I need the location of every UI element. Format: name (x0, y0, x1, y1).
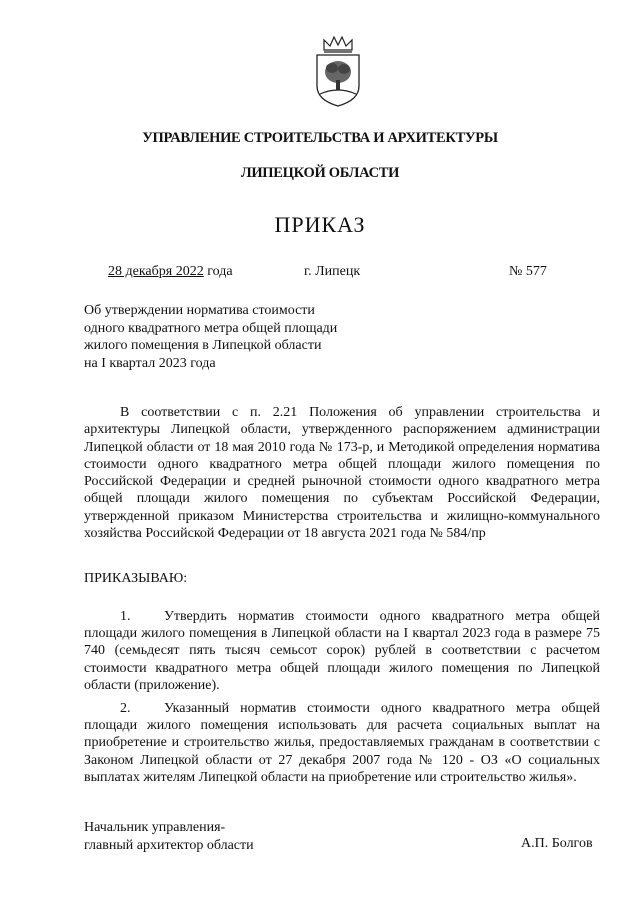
signatory-position-line: Начальник управления- (84, 820, 226, 835)
subject-line: на I квартал 2023 года (84, 355, 216, 371)
order-item (84, 700, 600, 786)
order-item-number: 1. (120, 609, 131, 624)
signatory-position (84, 819, 254, 854)
organization-name-line1: УПРАВЛЕНИЕ СТРОИТЕЛЬСТВА И АРХИТЕКТУРЫ (142, 130, 498, 146)
document-number: № 577 (509, 264, 547, 279)
order-item-text: Указанный норматив стоимости одного квадратного метра общей площади жилого помещения использовать для расчета социальных выплат на приобретение и строительство жилья, предоставляемых гражданам в соответствии с Законом Липецкой области от 27 декабря 2007 года № 120 - ОЗ «О социальных выплатах жителям Липецкой области на приобретение или строительство жилья». (84, 701, 600, 785)
document-date (84, 264, 233, 280)
order-word: ПРИКАЗЫВАЮ: (84, 571, 188, 586)
organization-name-line2: ЛИПЕЦКОЙ ОБЛАСТИ (240, 165, 400, 181)
document-type-title: ПРИКАЗ (274, 212, 366, 237)
signatory-position-line: главный архитектор области (84, 837, 254, 853)
preamble-paragraph: В соответствии с п. 2.21 Положения об управлении строительства и архитектуры Липецкой области, утвержденного распоряжением администрации Липецкой области от 18 мая 2010 года № 173-р, и Методикой определения норматива стоимости одного квадратного метра общей площади жилого помещения по Российской Федерации и средней рыночной стоимости одного квадратного метра общей площади жилого помещения по субъектам Российской Федерации, утвержденной приказом Министерства строительства и жилищно-коммунального хозяйства Российской Федерации от 18 августа 2021 года № 584/пр (84, 405, 600, 542)
document-date-value: 28 декабря 2022 (108, 264, 204, 279)
document-city: г. Липецк (304, 264, 361, 279)
subject-line: одного квадратного метра общей площади (84, 320, 338, 336)
document-date-suffix: года (207, 264, 233, 279)
order-item-text: Утвердить норматив стоимости одного квадратного метра общей площади жилого помещения в Липецкой области на I квартал 2023 года в размере 75 740 (семьдесят пять тысяч семьсот сорок) рублей в соответствии с расчетом стоимости квадратного метра общей площади жилого помещения по Липецкой области (приложение). (84, 609, 600, 693)
order-item-number: 2. (120, 701, 131, 716)
document-subject (84, 302, 337, 372)
subject-line: Об утверждении норматива стоимости (84, 303, 315, 318)
coat-of-arms-icon (312, 36, 364, 108)
signatory-name: А.П. Болгов (521, 836, 593, 851)
order-item (84, 608, 600, 694)
subject-line: жилого помещения в Липецкой области (84, 338, 322, 353)
